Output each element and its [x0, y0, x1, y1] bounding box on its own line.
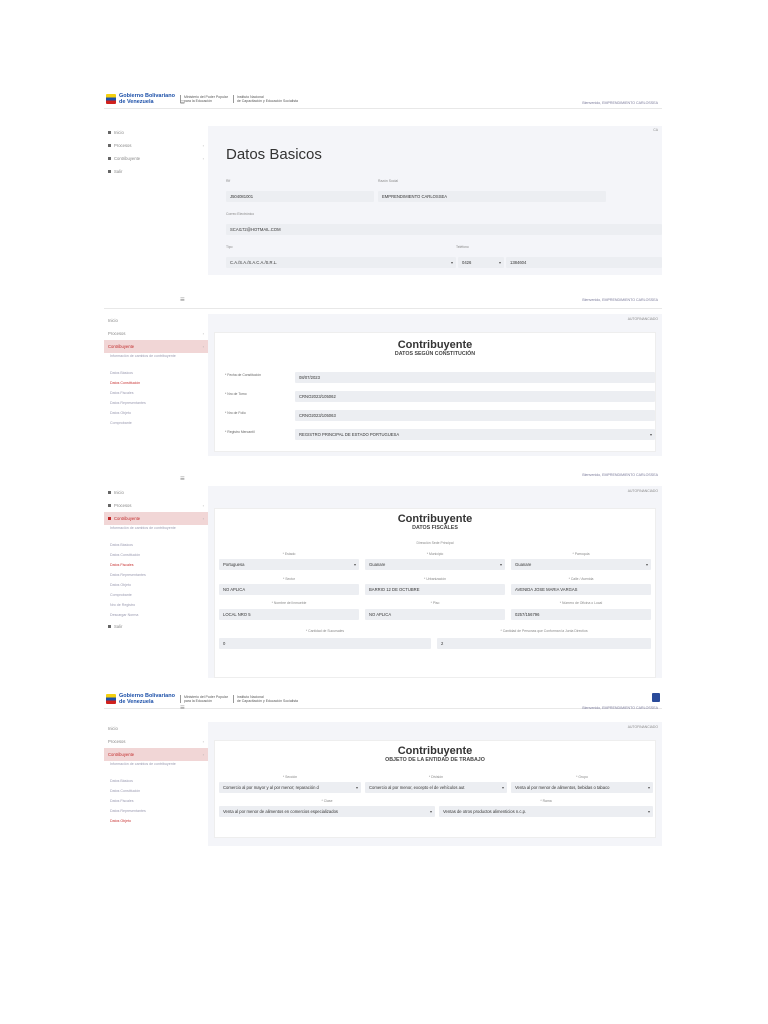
chevron-right-icon: › — [202, 344, 204, 349]
sucursales-label: * Cantidad de Sucursales — [305, 629, 345, 633]
dropdown-arrow-icon: ▾ — [649, 432, 652, 437]
municipio-select[interactable] — [365, 559, 505, 570]
oficina-field[interactable]: 0257/156796 — [511, 609, 651, 620]
hamburger-menu-icon[interactable]: ≡ — [180, 295, 185, 304]
rama-value: Ventas de otros productos alimenticios n.c.p. — [443, 809, 527, 814]
nro-tomo-field[interactable]: CRNO2023/105062 — [295, 391, 655, 402]
file-icon — [108, 144, 111, 147]
institute-line1: Instituto Nacional — [236, 95, 264, 99]
sidebar — [104, 126, 208, 275]
file-icon — [108, 504, 111, 507]
sidebar-label: Procesos — [108, 331, 126, 336]
grupo-value: Venta al por menor de alimentos, bebidas o tabaco — [515, 785, 610, 790]
division-value: Comercio al por menor, excepto el de vehículos aut — [369, 785, 465, 790]
rama-select[interactable] — [439, 806, 653, 817]
brand-line2: de Venezuela — [119, 699, 154, 705]
sidebar-sub-datos-representantes[interactable]: Datos Representantes — [110, 401, 146, 405]
sidebar-item-contribuyente[interactable] — [104, 512, 208, 525]
page-title: Datos Basicos — [226, 146, 322, 163]
sidebar-item-contribuyente[interactable] — [104, 748, 208, 761]
sidebar-sub-cambios[interactable]: Información de cambios de contribuyente — [110, 526, 176, 530]
building-icon — [108, 517, 111, 520]
sidebar-label: Contribuyente — [114, 156, 141, 161]
parroquia-label: * Parroquia — [572, 552, 590, 556]
sidebar-item-contribuyente[interactable] — [104, 152, 208, 165]
contribuyente-card — [214, 508, 656, 678]
calle-field[interactable]: AVENIDA JOSE MARIA VARGAS — [511, 584, 651, 595]
oficina-label: * Número de Oficina o Local — [559, 601, 603, 605]
sidebar-item-salir[interactable] — [104, 165, 208, 178]
sidebar-label: Procesos — [114, 143, 132, 148]
sidebar-sub-cambios[interactable]: Información de cambios de contribuyente — [110, 354, 176, 358]
registro-mercantil-label: * Registro Mercantil — [225, 430, 255, 434]
registro-mercantil-value: REGISTRO PRINCIPAL DE ESTADO PORTUGUESA — [299, 432, 400, 437]
nro-folio-field[interactable]: CRNO2023/105063 — [295, 410, 655, 421]
top-bar — [104, 90, 662, 109]
urbanizacion-label: * Urbanización — [423, 577, 447, 581]
home-icon — [108, 491, 111, 494]
sidebar-sub-datos-constitucion[interactable]: Datos Constitución — [110, 381, 141, 385]
grupo-select[interactable] — [511, 782, 653, 793]
hamburger-menu-icon[interactable]: ≡ — [180, 474, 185, 483]
sidebar-label: Contribuyente — [108, 752, 135, 757]
chevron-right-icon: › — [202, 516, 204, 521]
dropdown-arrow-icon: ▾ — [645, 562, 648, 567]
nro-tomo-label: * Nro de Tomo — [225, 392, 247, 396]
razon-social-field[interactable]: EMPRENDIMIENTO CARLOSSEA — [378, 191, 606, 202]
ministry-line2: para la Educación — [183, 99, 212, 103]
main-content — [208, 314, 662, 456]
logout-icon — [108, 170, 111, 173]
government-logo — [106, 93, 298, 105]
main-content — [208, 722, 662, 846]
sidebar-item-inicio[interactable] — [104, 722, 208, 735]
building-icon — [108, 157, 111, 160]
sector-field[interactable]: NO APLICA — [219, 584, 359, 595]
contribuyente-card — [214, 332, 656, 452]
tipo-select[interactable] — [226, 257, 456, 268]
screenshot-datos-constitucion — [104, 290, 662, 456]
chevron-right-icon: › — [202, 739, 204, 744]
sidebar-label: Contribuyente — [114, 516, 141, 521]
ministry-line1: Ministerio del Poder Popular — [183, 95, 228, 99]
welcome-text: Bienvenido, EMPRENDIMIENTO CARLOSSEA — [582, 101, 658, 105]
logout-icon — [108, 625, 111, 628]
dropdown-arrow-icon: ▾ — [647, 785, 650, 790]
sidebar-sub-datos-representantes[interactable]: Datos Representantes — [110, 809, 146, 813]
home-icon — [108, 131, 111, 134]
inmueble-label: * Nombre del Inmueble — [271, 601, 307, 605]
sidebar-item-procesos[interactable] — [104, 327, 208, 340]
calle-label: * Calle / Avenida — [568, 577, 594, 581]
sidebar-sub-datos-objeto[interactable]: Datos Objeto — [110, 819, 131, 823]
ministry-line2: para la Educación — [183, 699, 212, 703]
government-logo — [106, 693, 298, 705]
dropdown-arrow-icon: ▾ — [429, 809, 432, 814]
sidebar-label: Contribuyente — [108, 344, 135, 349]
welcome-text: Bienvenido, EMPRENDIMIENTO CARLOSSEA — [582, 298, 658, 302]
brand-line1: Gobierno Bolivariano — [119, 693, 175, 699]
rif-label: Rif — [226, 179, 231, 183]
sidebar — [104, 486, 208, 678]
clase-label: * Clase — [321, 799, 333, 803]
parroquia-value: Guanare — [515, 562, 532, 567]
sidebar-sub-comprobante[interactable]: Comprobante — [110, 421, 132, 425]
dropdown-arrow-icon: ▾ — [499, 562, 502, 567]
tipo-value: C.A./S.A./S.A.C.A./S.R.L. — [230, 260, 278, 265]
sidebar-label: Procesos — [114, 503, 132, 508]
dropdown-arrow-icon: ▾ — [355, 785, 358, 790]
sidebar-label: Inicio — [108, 318, 118, 323]
contribuyente-card — [214, 740, 656, 838]
sidebar-sub-datos-representantes[interactable]: Datos Representantes — [110, 573, 146, 577]
fecha-constitucion-label: * Fecha de Constitución — [225, 373, 261, 377]
chevron-right-icon: › — [202, 143, 204, 148]
telefono-field[interactable]: 1384604 — [506, 257, 662, 268]
tipo-label: Tipo — [226, 245, 233, 249]
hamburger-menu-icon[interactable]: ≡ — [180, 98, 185, 107]
institute-line2: de Capacitación y Educación Socialista — [236, 699, 298, 703]
dropdown-arrow-icon: ▾ — [501, 785, 504, 790]
card-subtitle: DATOS SEGÚN CONSTITUCIÓN — [394, 351, 476, 357]
sidebar-sub-datos-fiscales[interactable]: Datos Fiscales — [110, 391, 134, 395]
hamburger-menu-icon[interactable]: ≡ — [180, 703, 185, 712]
telefono-label: Teléfono — [456, 245, 469, 249]
junta-directiva-label: * Cantidad de Personas que Conforman la Junta Directiva — [500, 629, 588, 633]
estado-select[interactable] — [219, 559, 359, 570]
brand-line1: Gobierno Bolivariano — [119, 93, 175, 99]
nro-folio-label: * Nro de Folio — [225, 411, 246, 415]
sidebar-sub-datos-fiscales[interactable]: Datos Fiscales — [110, 563, 134, 567]
chevron-right-icon: › — [202, 503, 204, 508]
registro-mercantil-select[interactable] — [295, 429, 655, 440]
sidebar-sub-datos-basicos[interactable]: Datos Básicos — [110, 371, 133, 375]
correo-field[interactable]: SCAI172@HOTMAIL.COM — [226, 224, 662, 235]
urbanizacion-field[interactable]: BARRIO 12 DE OCTUBRE — [365, 584, 505, 595]
dropdown-arrow-icon: ▾ — [647, 809, 650, 814]
sidebar-item-contribuyente[interactable] — [104, 340, 208, 353]
ministry-line1: Ministerio del Poder Popular — [183, 695, 228, 699]
sidebar-sub-datos-basicos[interactable]: Datos Básicos — [110, 543, 133, 547]
sidebar-label: Salir — [114, 624, 123, 629]
sidebar-item-inicio[interactable] — [104, 314, 208, 327]
sidebar-sub-datos-basicos[interactable]: Datos Básicos — [110, 779, 133, 783]
main-content — [208, 486, 662, 678]
top-bar — [104, 470, 662, 487]
sidebar-sub-nro-registro[interactable]: Nro de Registro — [110, 603, 136, 607]
sidebar-sub-cambios[interactable]: Información de cambios de contribuyente — [110, 762, 176, 766]
screenshot-datos-basicos — [104, 90, 662, 275]
section-title: Dirección Sede Principal — [416, 541, 454, 545]
dropdown-arrow-icon: ▾ — [450, 260, 453, 265]
sidebar-item-salir[interactable] — [104, 620, 208, 633]
screenshot-datos-fiscales — [104, 470, 662, 678]
piso-label: * Piso — [430, 601, 440, 605]
brand-line2: de Venezuela — [119, 99, 154, 105]
sidebar-item-procesos[interactable] — [104, 499, 208, 512]
sidebar — [104, 722, 208, 846]
municipio-value: Guanare — [369, 562, 386, 567]
sidebar-sub-descargar-norma[interactable]: Descargar Norma — [110, 613, 139, 617]
seccion-value: Comercio al por mayor y al por menor; reparación d — [223, 785, 319, 790]
municipio-label: * Municipio — [426, 552, 444, 556]
telefono-code-select[interactable] — [458, 257, 504, 268]
sidebar-item-procesos[interactable] — [104, 735, 208, 748]
sidebar-sub-datos-constitucion[interactable]: Datos Constitución — [110, 789, 141, 793]
breadcrumb: AUTOFINANCIADO — [627, 317, 658, 321]
chevron-right-icon: › — [202, 752, 204, 757]
parroquia-select[interactable] — [511, 559, 651, 570]
clase-select[interactable] — [219, 806, 435, 817]
sidebar-label: Procesos — [108, 739, 126, 744]
sidebar — [104, 314, 208, 456]
sidebar-label: Inicio — [114, 130, 124, 135]
rif-field[interactable]: J504081001 — [226, 191, 374, 202]
user-avatar-icon[interactable] — [652, 693, 660, 702]
division-label: * División — [428, 775, 444, 779]
sidebar-sub-datos-objeto[interactable]: Datos Objeto — [110, 583, 131, 587]
breadcrumb: AUTOFINANCIADO — [627, 725, 658, 729]
junta-directiva-field[interactable]: 2 — [437, 638, 651, 649]
telefono-code: 0426 — [462, 260, 472, 265]
sidebar-sub-comprobante[interactable]: Comprobante — [110, 593, 132, 597]
sucursales-field[interactable]: 0 — [219, 638, 431, 649]
correo-label: Correo Electrónico — [226, 212, 255, 216]
division-select[interactable] — [365, 782, 507, 793]
sidebar-item-inicio[interactable] — [104, 126, 208, 139]
sidebar-item-procesos[interactable] — [104, 139, 208, 152]
sidebar-item-inicio[interactable] — [104, 486, 208, 499]
breadcrumb: CA — [653, 128, 658, 132]
welcome-text: Bienvenido, EMPRENDIMIENTO CARLOSSEA — [582, 706, 658, 710]
fecha-constitucion-field[interactable]: 08/07/2023 — [295, 372, 655, 383]
institute-line1: Instituto Nacional — [236, 695, 264, 699]
card-subtitle: DATOS FISCALES — [412, 525, 458, 531]
grupo-label: * Grupo — [576, 775, 588, 779]
chevron-right-icon: › — [202, 331, 204, 336]
seccion-select[interactable] — [219, 782, 361, 793]
screenshot-objeto-entidad — [104, 690, 662, 846]
clase-value: Venta al por menor de alimentos en comercios especializados — [223, 809, 338, 814]
card-title: Contribuyente — [397, 513, 473, 525]
razon-social-label: Razón Social — [378, 179, 398, 183]
inmueble-field[interactable]: LOCAL NRO 5 — [219, 609, 359, 620]
piso-field[interactable]: NO APLICA — [365, 609, 505, 620]
chevron-right-icon: › — [202, 156, 204, 161]
venezuela-flag-icon — [106, 94, 116, 104]
dropdown-arrow-icon: ▾ — [353, 562, 356, 567]
estado-value: Portuguesa — [223, 562, 245, 567]
welcome-text: Bienvenido, EMPRENDIMIENTO CARLOSSEA — [582, 473, 658, 477]
dropdown-arrow-icon: ▾ — [498, 260, 501, 265]
sidebar-label: Salir — [114, 169, 123, 174]
card-subtitle: OBJETO DE LA ENTIDAD DE TRABAJO — [385, 757, 485, 763]
sidebar-sub-datos-objeto[interactable]: Datos Objeto — [110, 411, 131, 415]
sector-label: * Sector — [282, 577, 296, 581]
sidebar-label: Inicio — [108, 726, 118, 731]
seccion-label: * Sección — [282, 775, 298, 779]
estado-label: * Estado — [282, 552, 296, 556]
sidebar-label: Inicio — [114, 490, 124, 495]
card-title: Contribuyente — [397, 745, 473, 757]
top-bar — [104, 290, 662, 309]
institute-line2: de Capacitación y Educación Socialista — [236, 99, 298, 103]
card-title: Contribuyente — [397, 339, 473, 351]
main-content — [208, 126, 662, 275]
venezuela-flag-icon — [106, 694, 116, 704]
top-bar — [104, 690, 662, 712]
rama-label: * Rama — [540, 799, 552, 803]
breadcrumb: AUTOFINANCIADO — [627, 489, 658, 493]
sidebar-sub-datos-constitucion[interactable]: Datos Constitución — [110, 553, 141, 557]
sidebar-sub-datos-fiscales[interactable]: Datos Fiscales — [110, 799, 134, 803]
